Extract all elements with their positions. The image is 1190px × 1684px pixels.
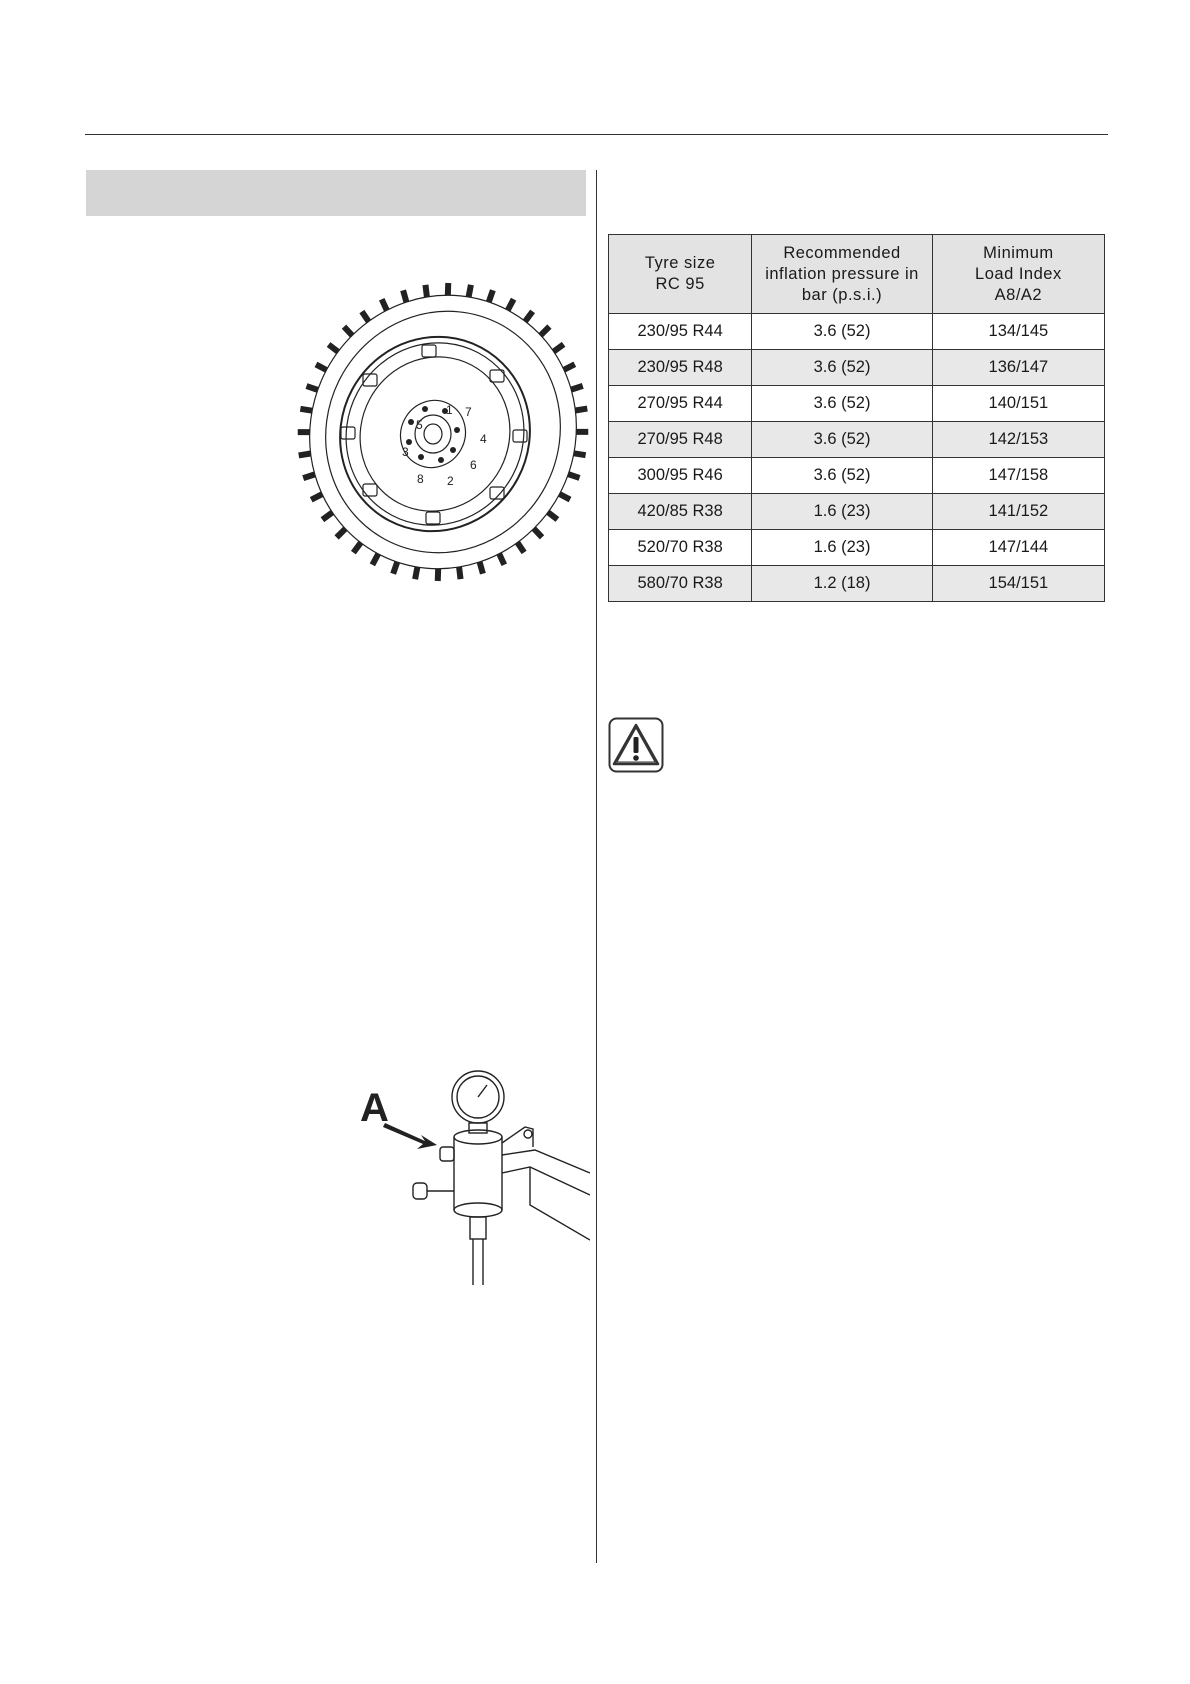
tyre-pressure-table bbox=[608, 234, 1105, 602]
tread-lug bbox=[344, 327, 352, 336]
nut-number: 4 bbox=[480, 432, 487, 446]
table-row bbox=[609, 386, 1105, 422]
cell-pressure: 1.6 (23) bbox=[752, 530, 933, 566]
warning-triangle-icon bbox=[608, 717, 664, 773]
tread-lug bbox=[517, 543, 524, 553]
tread-lug bbox=[311, 494, 322, 500]
tread-lug bbox=[499, 554, 504, 565]
tread-lug bbox=[489, 290, 493, 302]
tread-lug bbox=[508, 299, 514, 310]
tread-lug bbox=[574, 453, 586, 455]
tread-lug bbox=[534, 529, 542, 538]
table-row bbox=[609, 314, 1105, 350]
tyre-valve-gauge-illustration bbox=[355, 1055, 590, 1285]
cell-size: 300/95 R46 bbox=[609, 458, 752, 494]
tread-lug bbox=[353, 543, 360, 553]
tread-lug bbox=[337, 529, 346, 538]
tread-lug bbox=[425, 285, 426, 297]
tread-lug bbox=[415, 567, 417, 579]
tread-lug bbox=[548, 512, 557, 519]
tread-lug bbox=[322, 512, 332, 519]
header-pressure: Recommended inflation pressure in bar (p.s.i.) bbox=[752, 235, 933, 314]
cell-size: 520/70 R38 bbox=[609, 530, 752, 566]
cell-pressure: 1.6 (23) bbox=[752, 494, 933, 530]
tread-lug bbox=[372, 554, 378, 565]
nut-number: 3 bbox=[402, 445, 409, 459]
cell-pressure: 1.2 (18) bbox=[752, 566, 933, 602]
cell-pressure: 3.6 (52) bbox=[752, 386, 933, 422]
cell-pressure: 3.6 (52) bbox=[752, 350, 933, 386]
tread-lug bbox=[362, 312, 369, 322]
nut-number: 2 bbox=[447, 474, 454, 488]
tread-lug bbox=[316, 364, 326, 370]
tread-lug bbox=[303, 474, 315, 478]
cell-size: 420/85 R38 bbox=[609, 494, 752, 530]
nut-number: 1 bbox=[446, 403, 453, 417]
table-row bbox=[609, 350, 1105, 386]
table-row bbox=[609, 530, 1105, 566]
cell-size: 230/95 R44 bbox=[609, 314, 752, 350]
tread-lug bbox=[459, 567, 460, 579]
cell-size: 230/95 R48 bbox=[609, 350, 752, 386]
column-divider bbox=[596, 170, 597, 1563]
cell-size: 270/95 R44 bbox=[609, 386, 752, 422]
table-row bbox=[609, 458, 1105, 494]
header-load-index: Minimum Load Index A8/A2 bbox=[932, 235, 1104, 314]
tread-lug bbox=[300, 409, 312, 411]
cell-pressure: 3.6 (52) bbox=[752, 314, 933, 350]
nut-number: 5 bbox=[416, 418, 423, 432]
tread-lug bbox=[575, 409, 587, 411]
tread-lug bbox=[393, 562, 397, 574]
tread-lug bbox=[525, 311, 532, 321]
nut-number: 8 bbox=[417, 472, 424, 486]
callout-label-a: A bbox=[360, 1086, 389, 1130]
cell-pressure: 3.6 (52) bbox=[752, 458, 933, 494]
tread-lug bbox=[541, 327, 550, 336]
table-row bbox=[609, 566, 1105, 602]
nut-number: 7 bbox=[465, 405, 472, 419]
cell-size: 580/70 R38 bbox=[609, 566, 752, 602]
table-row bbox=[609, 494, 1105, 530]
cell-load: 142/153 bbox=[932, 422, 1104, 458]
section-header-bar bbox=[86, 170, 586, 216]
tread-lug bbox=[403, 290, 406, 302]
table-row bbox=[609, 422, 1105, 458]
tread-lug bbox=[564, 364, 575, 370]
tread-lug bbox=[329, 345, 338, 352]
tread-lug bbox=[554, 344, 564, 351]
tread-lug bbox=[382, 299, 387, 310]
tread-lug bbox=[306, 386, 317, 390]
tread-lug bbox=[469, 285, 471, 297]
cell-load: 134/145 bbox=[932, 314, 1104, 350]
cell-load: 140/151 bbox=[932, 386, 1104, 422]
tractor-wheel-illustration bbox=[285, 282, 590, 582]
tread-lug bbox=[568, 474, 579, 478]
header-tyre-size: Tyre size RC 95 bbox=[609, 235, 752, 314]
cell-load: 136/147 bbox=[932, 350, 1104, 386]
cell-load: 154/151 bbox=[932, 566, 1104, 602]
cell-load: 141/152 bbox=[932, 494, 1104, 530]
cell-pressure: 3.6 (52) bbox=[752, 422, 933, 458]
cell-load: 147/144 bbox=[932, 530, 1104, 566]
cell-load: 147/158 bbox=[932, 458, 1104, 494]
header-rule bbox=[85, 134, 1108, 135]
tread-lug bbox=[560, 494, 570, 500]
cell-size: 270/95 R48 bbox=[609, 422, 752, 458]
table-header-row bbox=[609, 235, 1105, 314]
nut-number: 6 bbox=[470, 458, 477, 472]
tread-lug bbox=[299, 453, 311, 455]
tread-lug bbox=[480, 562, 483, 574]
tread-lug bbox=[571, 386, 583, 390]
